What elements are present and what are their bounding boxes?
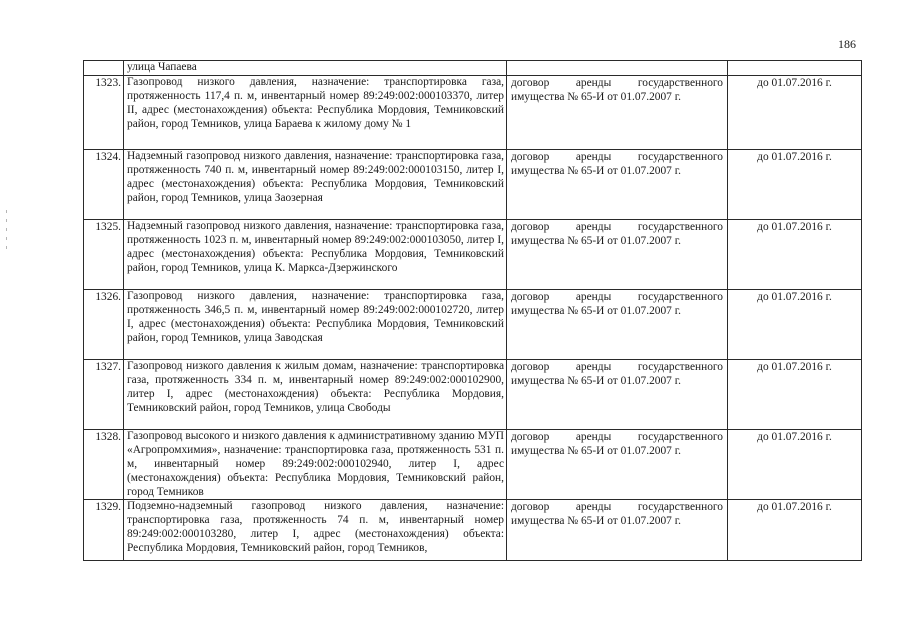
continuation-term-cell [728,61,862,76]
table-row [84,219,862,289]
row-number: 1328. [84,429,124,499]
object-description: Газопровод низкого давления к жилым домам, назначение: транспортировка газа, протяженность 334 п. м, инвентарный номер 89:249:002:000102900, литер I, адрес (местонахождения) объекта: Республика Мордовия, Темниковский район, город Темников, улица Свободы [127,359,504,414]
lease-term: до 01.07.2016 г. [728,149,862,219]
contract-basis: договор аренды государственного имущества № 65-И от 01.07.2007 г. [507,219,728,289]
object-description-cell [124,289,507,359]
continuation-text: улица Чапаева [127,61,197,73]
object-description: Надземный газопровод низкого давления, назначение: транспортировка газа, протяженность 1023 п. м, инвентарный номер 89:249:002:000103050, литер I, адрес (местонахождения) объекта: Республика Мордовия, Темниковский район, город Темников, улица К. Маркса-Дзержинского [127,219,504,274]
object-description-cell [124,219,507,289]
property-registry-table [83,60,862,561]
row-number: 1327. [84,359,124,429]
lease-term: до 01.07.2016 г. [728,359,862,429]
table-row [84,289,862,359]
object-description: Газопровод высокого и низкого давления к административному зданию МУП «Агропромхимия», назначение: транспортировка газа, протяженность 531 п. м, инвентарный номер 89:249:002:000102940, литер I, адрес (местонахождения) объекта: Республика Мордовия, Темниковский район, город Темников [127,429,504,498]
row-number: 1324. [84,149,124,219]
contract-basis: договор аренды государственного имущества № 65-И от 01.07.2007 г. [507,359,728,429]
object-description-cell [124,359,507,429]
row-number: 1329. [84,499,124,560]
continuation-basis-cell [507,61,728,76]
object-description-cell [124,149,507,219]
object-description: Надземный газопровод низкого давления, назначение: транспортировка газа, протяженность 740 п. м, инвентарный номер 89:249:002:000103150, литер I, адрес (местонахождения) объекта: Республика Мордовия, Темниковский район, город Темников, улица Заозерная [127,149,504,204]
contract-basis: договор аренды государственного имущества № 65-И от 01.07.2007 г. [507,149,728,219]
object-description: Газопровод низкого давления, назначение: транспортировка газа, протяженность 346,5 п. м, инвентарный номер 89:249:002:000102720, литер I, адрес (местонахождения) объекта: Республика Мордовия, Темниковский район, город Темников, улица Заводская [127,289,504,344]
row-number: 1323. [84,75,124,149]
object-description: Подземно-надземный газопровод низкого давления, назначение: транспортировка газа, протяженность 74 п. м, инвентарный номер 89:249:002:000103280, литер I, адрес (местонахождения) объекта: Республика Мордовия, Темниковский район, город Темников, [127,499,504,554]
lease-term: до 01.07.2016 г. [728,219,862,289]
object-description: Газопровод низкого давления, назначение: транспортировка газа, протяженность 117,4 п. м, инвентарный номер 89:249:002:000103370, литер II, адрес (местонахождения) объекта: Республика Мордовия, Темниковский район, город Темников, улица Бараева к жилому дому № 1 [127,75,504,130]
object-description-cell [124,429,507,499]
continuation-row [84,61,862,76]
contract-basis: договор аренды государственного имущества № 65-И от 01.07.2007 г. [507,499,728,560]
lease-term: до 01.07.2016 г. [728,289,862,359]
contract-basis: договор аренды государственного имущества № 65-И от 01.07.2007 г. [507,429,728,499]
table-row [84,75,862,149]
table-row [84,149,862,219]
contract-basis: договор аренды государственного имущества № 65-И от 01.07.2007 г. [507,75,728,149]
table-row [84,499,862,560]
row-number: 1325. [84,219,124,289]
continuation-description [124,61,507,76]
table-row [84,429,862,499]
lease-term: до 01.07.2016 г. [728,75,862,149]
page-number: 186 [838,37,856,51]
row-number: 1326. [84,289,124,359]
scan-artifact-marks [6,210,8,270]
contract-basis: договор аренды государственного имущества № 65-И от 01.07.2007 г. [507,289,728,359]
continuation-num-cell [84,61,124,76]
table-row [84,359,862,429]
lease-term: до 01.07.2016 г. [728,429,862,499]
object-description-cell [124,75,507,149]
lease-term: до 01.07.2016 г. [728,499,862,560]
object-description-cell [124,499,507,560]
